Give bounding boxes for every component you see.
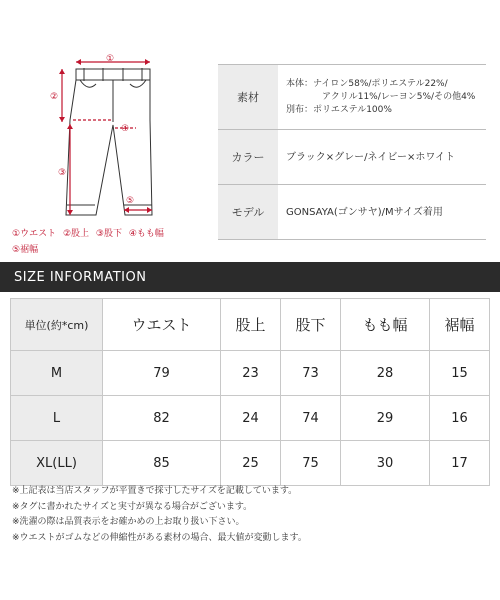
- table-cell: 25: [221, 441, 281, 486]
- note-item: ※ウエストがゴムなどの伸縮性がある素材の場合、最大値が変動します。: [12, 532, 307, 543]
- waist-marker: ①: [106, 54, 115, 64]
- legend-waist: ①ウエスト: [12, 229, 57, 239]
- material-line-2: アクリル11%/レーヨン5%/その他4%: [322, 91, 476, 102]
- header-unit: 単位(約*cm): [11, 299, 103, 351]
- legend-thigh: ④もも幅: [128, 229, 164, 239]
- table-cell: 82: [103, 396, 221, 441]
- notes: [12, 484, 492, 546]
- table-cell: 28: [340, 351, 429, 396]
- size-information-header: SIZE INFORMATION: [0, 262, 500, 292]
- note-item: ※タグに書かれたサイズと実寸が異なる場合がございます。: [12, 501, 253, 512]
- spec-value-color: ブラック×グレー/ネイビー×ホワイト: [286, 151, 456, 163]
- measurement-diagram: [0, 0, 210, 262]
- spec-value-model: GONSAYA(ゴンサヤ)/Mサイズ着用: [286, 206, 443, 218]
- header-waist: ウエスト: [103, 299, 221, 351]
- diagram-legend-line1: [12, 226, 168, 239]
- pants-illustration: [0, 0, 210, 262]
- size-label: M: [11, 351, 103, 396]
- spec-row-color: [218, 129, 486, 184]
- spec-key-color: カラー: [218, 130, 278, 184]
- table-row: [11, 396, 490, 441]
- table-row: [11, 441, 490, 486]
- table-cell: 73: [281, 351, 341, 396]
- table-cell: 17: [429, 441, 489, 486]
- header-hem: 裾幅: [429, 299, 489, 351]
- table-cell: 85: [103, 441, 221, 486]
- size-label: XL(LL): [11, 441, 103, 486]
- material-line-1: 本体：ナイロン58%/ポリエステル22%/: [286, 78, 448, 89]
- table-cell: 16: [429, 396, 489, 441]
- legend-inseam: ③股下: [95, 229, 122, 239]
- spec-row-model: [218, 184, 486, 240]
- thigh-marker: ④: [121, 124, 130, 134]
- legend-hem: ⑤裾幅: [12, 245, 39, 255]
- header-rise: 股上: [221, 299, 281, 351]
- table-cell: 30: [340, 441, 429, 486]
- rise-marker: ②: [50, 92, 59, 102]
- spec-row-material: [218, 64, 486, 129]
- table-cell: 29: [340, 396, 429, 441]
- spec-value-material: [278, 65, 486, 129]
- spec-key-model: モデル: [218, 185, 278, 239]
- table-cell: 15: [429, 351, 489, 396]
- size-table: [10, 298, 490, 486]
- header-inseam: 股下: [281, 299, 341, 351]
- material-line-3: 別布：ポリエステル100%: [286, 104, 392, 115]
- diagram-legend-line2: [12, 242, 42, 255]
- table-cell: 74: [281, 396, 341, 441]
- table-cell: 24: [221, 396, 281, 441]
- table-cell: 79: [103, 351, 221, 396]
- note-item: ※洗濯の際は品質表示をお確かめの上お取り扱い下さい。: [12, 517, 245, 527]
- table-cell: 23: [221, 351, 281, 396]
- spec-key-material: 素材: [218, 65, 278, 129]
- product-spec-table: [218, 64, 486, 240]
- header-thigh: もも幅: [340, 299, 429, 351]
- inseam-marker: ③: [58, 168, 67, 178]
- legend-rise: ②股上: [62, 229, 90, 239]
- note-item: ※上記表は当店スタッフが平置きで採寸したサイズを記載しています。: [12, 486, 298, 496]
- hem-marker: ⑤: [126, 196, 135, 206]
- size-label: L: [11, 396, 103, 441]
- table-cell: 75: [281, 441, 341, 486]
- table-row: [11, 351, 490, 396]
- size-table-header-row: [11, 299, 490, 351]
